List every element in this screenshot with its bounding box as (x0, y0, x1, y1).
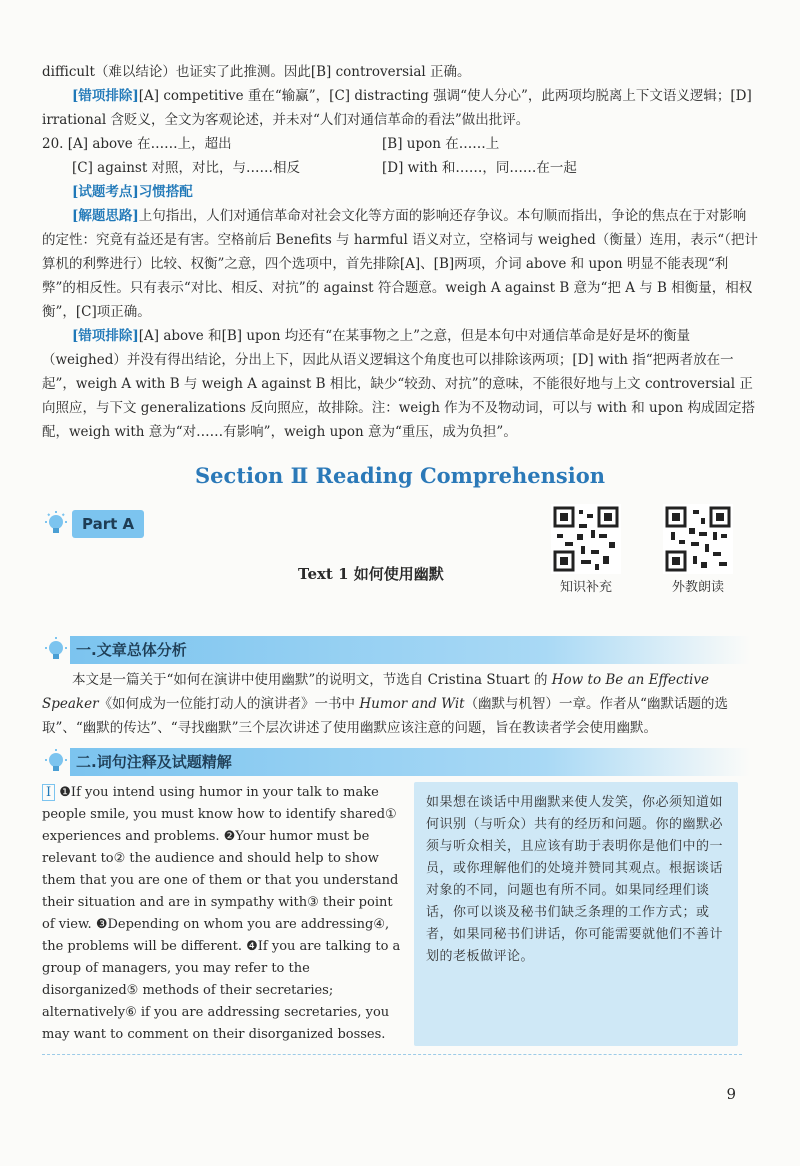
text-title: Text 1 如何使用幽默 (298, 565, 444, 583)
lightbulb-icon (42, 510, 70, 538)
lightbulb-icon (42, 636, 70, 664)
analysis-paragraph: 本文是一篇关于“如何在演讲中使用幽默”的说明文，节选自 Cristina Stuart 的 How to Be an Effective Speaker《如何成为一位能打动人的演讲者》一书中 Humor and Wit（幽默与机智）一章。作者从“幽默话题的选取”、“幽默的传达”、“寻找幽默”三个层次讲述了使用幽默应该注意的问题，旨在教读者学会使用幽默。 (42, 672, 728, 736)
q20-number: 20. (42, 136, 64, 152)
english-passage (42, 782, 404, 1046)
section-title: Section Ⅱ Reading Comprehension (195, 463, 605, 488)
test-point-text: 习惯搭配 (138, 184, 193, 200)
part-a-label: Part A (72, 510, 144, 538)
english-text: ❶If you intend using humor in your talk to make people smile, you must know how to identify shared① experiences and problems. ❷Your humor must be relevant to② the audience and should help to show them that you are one of them or that you understand their situation and are in sympathy with③ their point of view. ❸Depending on whom you are addressing④, the problems will be different. ❹If you are talking to a group of managers, you may refer to the disorganized⑤ methods of their secretaries; alternatively⑥ if you are addressing secretaries, you may want to comment on their disorganized bosses. (42, 785, 401, 1042)
q20-options (42, 132, 758, 180)
q20-option-a: [A] above 在……上，超出 (67, 136, 232, 152)
q20-solution (42, 204, 758, 324)
qr-knowledge[interactable] (550, 504, 622, 600)
prev-answer-line: difficult（难以结论）也证实了此推测。因此[B] controversial 正确。 (42, 64, 471, 80)
part-a-header (42, 510, 758, 630)
solution-text: 上句指出，人们对通信革命对社会文化等方面的影响还存争议。本句顺而指出，争论的焦点在于对影响的定性：究竟有益还是有害。空格前后 Benefits 与 harmful 语义对立，空格词与 weighed（衡量）连用，表示“（把计算机的利弊进行）比较、权衡”之意，四个选项中，首先排除[A]、[B]两项，介词 above 和 upon 明显不能表现“利弊”的相反性。只有表示“对比、相反、对抗”的 against 符合题意。weigh A against B 意为“把 A 与 B 相衡量，相权衡”，[C]项正确。 (42, 208, 758, 320)
q20-wrong-options (42, 324, 758, 444)
qr-left-label: 知识补充 (559, 580, 612, 595)
notes-heading-label: 二.词句注释及试题精解 (70, 748, 750, 776)
lightbulb-icon (42, 748, 70, 776)
paragraph-number: Ⅰ (42, 784, 55, 801)
qr-reading[interactable] (662, 504, 734, 600)
qr-code-icon (551, 504, 621, 574)
part-badge (42, 510, 144, 538)
book-title: How to Be an Effective Speaker (42, 672, 709, 712)
analysis-heading-label: 一.文章总体分析 (70, 636, 750, 664)
page-content (42, 60, 758, 1055)
prev-wrong-options (42, 84, 758, 132)
chinese-translation: 如果想在谈话中用幽默来使人发笑，你必须知道如何识别（与听众）共有的经历和问题。你的幽默必须与听众相关，且应该有助于表明你是他们中的一员，或你理解他们的处境并赞同其观点。根据谈话对象的不同，问题也有所不同。如果同经理们谈话，你可以谈及秘书们缺乏条理的工作方式；或者，如果同秘书们讲话，你可能需要就他们不善计划的老板做评论。 (414, 782, 738, 1046)
wrong-options-text-2: [A] above 和[B] upon 均还有“在某事物之上”之意，但是本句中对通信革命是好是坏的衡量（weighed）并没有得出结论，分出上下，因此从语义逻辑这个角度也可以排除该两项；[D] with 指“把两者放在一起”，weigh A with B 与 weigh A against B 相比，缺少“较劲、对抗”的意味，不能很好地与上文 controversial 正向照应，与下文 generalizations 反向照应，故排除。注：weigh 作为不及物动词，可以与 with 和 upon 构成固定搭配，weigh with 意为“对……有影响”，weigh upon 意为“重压，成为负担”。 (42, 328, 755, 440)
wrong-options-tag-2: [错项排除] (72, 328, 139, 344)
page-number: 9 (726, 1085, 736, 1103)
q20-test-point (42, 180, 758, 204)
analysis-heading (42, 636, 758, 664)
wrong-options-tag: [错项排除] (72, 88, 139, 104)
q20-option-d: [D] with 和……，同……在一起 (382, 160, 577, 176)
q20-option-b: [B] upon 在……上 (382, 136, 500, 152)
notes-heading (42, 748, 758, 776)
divider (42, 1054, 742, 1055)
notes-columns (42, 782, 758, 1046)
wrong-options-text: [A] competitive 重在“输赢”，[C] distracting 强调“使人分心”，此两项均脱离上下文语义逻辑；[D] irrational 含贬义，全文为客观论述，并未对“人们对通信革命的看法”做出批评。 (42, 88, 752, 128)
qr-right-label: 外教朗读 (671, 580, 724, 595)
chapter-title: Humor and Wit (359, 696, 465, 712)
qr-code-icon (663, 504, 733, 574)
solution-tag: [解题思路] (72, 208, 139, 224)
test-point-tag: [试题考点] (72, 184, 139, 200)
q20-option-c: [C] against 对照，对比，与……相反 (72, 160, 301, 176)
